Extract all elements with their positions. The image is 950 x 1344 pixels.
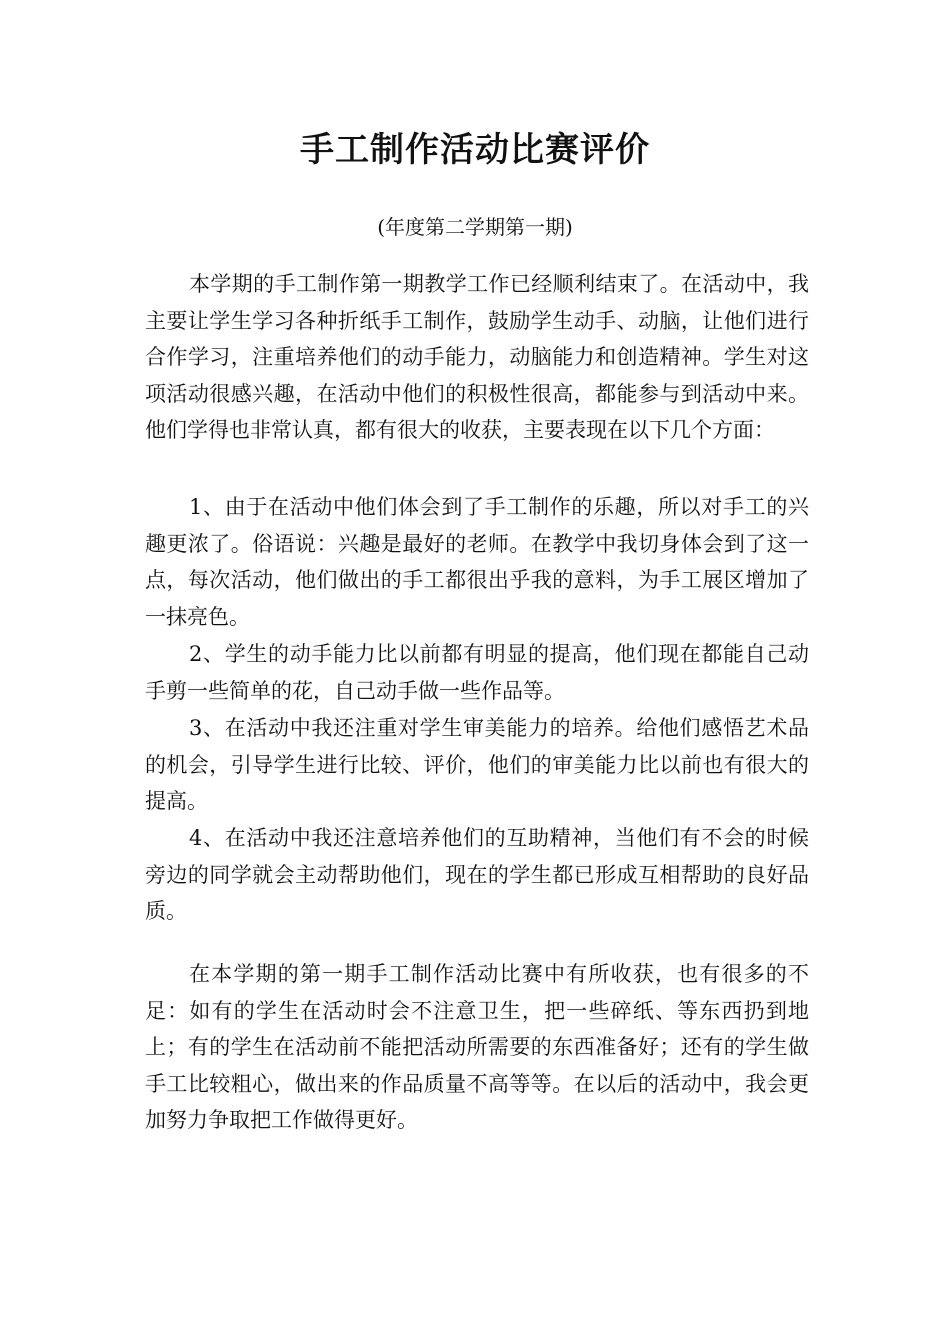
document-subtitle: (年度第二学期第一期)	[377, 215, 573, 239]
point-2-paragraph: 2、学生的动手能力比以前都有明显的提高，他们现在都能自己动手剪一些简单的花，自己动手做一些作品等。	[145, 642, 809, 703]
document-title: 手工制作活动比赛评价	[300, 130, 650, 170]
summary-paragraph: 在本学期的第一期手工制作活动比赛中有所收获，也有很多的不足：如有的学生在活动时会不注意卫生，把一些碎纸、等东西扔到地上；有的学生在活动前不能把活动所需要的东西准备好；还有的学生做手工比较粗心，做出来的作品质量不高等等。在以后的活动中，我会更加努力争取把工作做得更好。	[145, 962, 809, 1132]
point-3-paragraph: 3、在活动中我还注重对学生审美能力的培养。给他们感悟艺术品的机会，引导学生进行比较、评价，他们的审美能力比以前也有很大的提高。	[145, 716, 809, 813]
point-1-paragraph: 1、由于在活动中他们体会到了手工制作的乐趣，所以对手工的兴趣更浓了。俗语说：兴趣是最好的老师。在教学中我切身体会到了这一点，每次活动，他们做出的手工都很出乎我的意料，为手工展区增加了一抹亮色。	[145, 495, 809, 629]
point-4-paragraph: 4、在活动中我还注意培养他们的互助精神，当他们有不会的时候旁边的同学就会主动帮助他们，现在的学生都已形成互相帮助的良好品质。	[145, 826, 809, 923]
intro-paragraph: 本学期的手工制作第一期教学工作已经顺利结束了。在活动中，我主要让学生学习各种折纸手工制作，鼓励学生动手、动脑，让他们进行合作学习，注重培养他们的动手能力，动脑能力和创造精神。学生对这项活动很感兴趣，在活动中他们的积极性很高，都能参与到活动中来。他们学得也非常认真，都有很大的收获，主要表现在以下几个方面：	[145, 272, 809, 442]
